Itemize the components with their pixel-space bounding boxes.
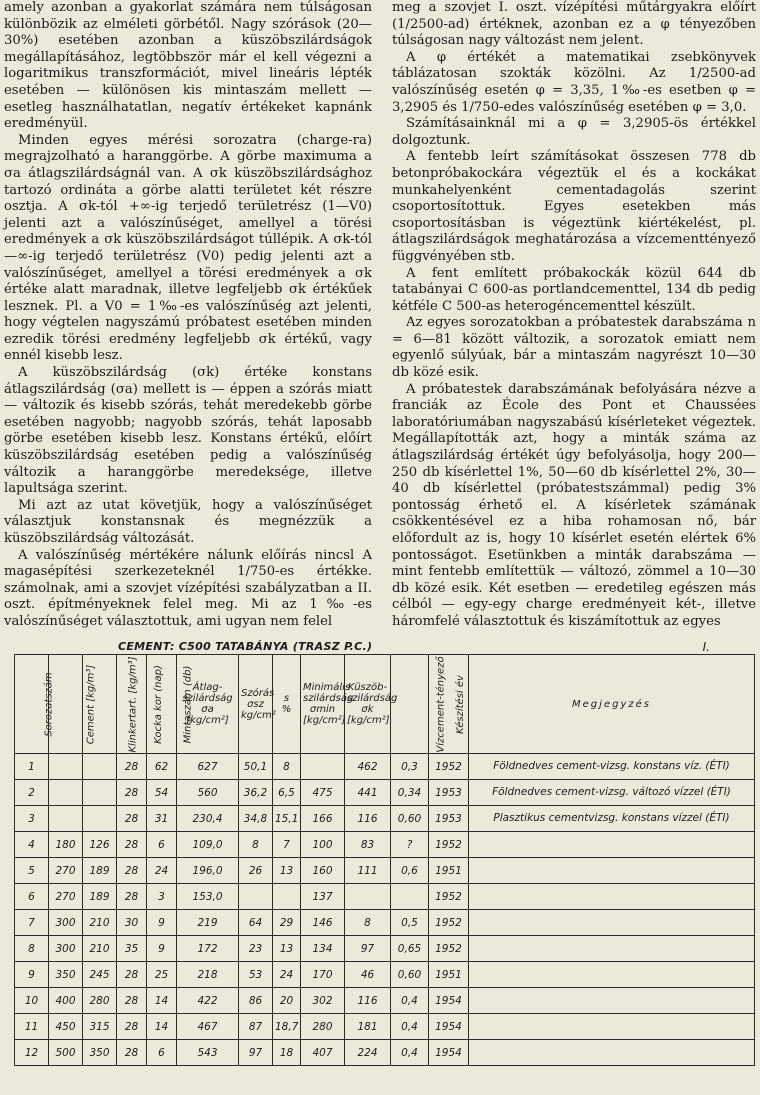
cell-min: 100 [301,832,345,858]
cell-cement [49,806,83,832]
cell-mintaszam: 54 [147,780,177,806]
cell-mintaszam: 31 [147,806,177,832]
cell-megjegyzes [469,962,755,988]
cell-ev: 1952 [429,884,469,910]
paragraph: Mi azt az utat követjük, hogy a valószínűséget választjuk konstansnak és megnézzük a küszöbszilárdság változását. [4,497,372,546]
cell-mintaszam: 14 [147,988,177,1014]
cell-megjegyzes [469,1040,755,1066]
cell-mintaszam: 9 [147,910,177,936]
cell-sorozat: 11 [15,1014,49,1040]
cell-vizcement [391,884,429,910]
table-row [15,936,755,962]
cell-mintaszam: 62 [147,754,177,780]
cell-kuszob: 83 [345,832,391,858]
cell-vizcement: 0,60 [391,962,429,988]
data-table [14,654,755,1066]
header-szoras-s: s % [273,655,301,754]
cell-atlag: 219 [177,910,239,936]
cell-szoras-sz: 86 [239,988,273,1014]
cell-kuszob: 181 [345,1014,391,1040]
cell-min: 302 [301,988,345,1014]
cell-kor: 30 [117,910,147,936]
cell-megjegyzes [469,884,755,910]
cell-klinker: 189 [83,858,117,884]
cell-cement: 300 [49,936,83,962]
cell-vizcement: 0,4 [391,988,429,1014]
cell-ev: 1952 [429,936,469,962]
cell-kuszob: 8 [345,910,391,936]
cell-klinker: 210 [83,910,117,936]
cell-min: 170 [301,962,345,988]
cell-klinker: 189 [83,884,117,910]
table-header-row [15,655,755,754]
cell-kuszob [345,884,391,910]
cell-sorozat: 10 [15,988,49,1014]
cell-megjegyzes: Földnedves cement-vizsg. konstans víz. (ÉTI) [469,754,755,780]
cell-klinker: 210 [83,936,117,962]
cell-klinker [83,806,117,832]
cell-cement [49,754,83,780]
cell-vizcement: 0,6 [391,858,429,884]
paragraph: meg a szovjet I. oszt. vízépítési műtárgyakra előírt (1/2500-ad) értéknek, azonban ez a φ tényezőben túlságosan nagy változást nem jelent. [392,0,756,49]
table-row [15,962,755,988]
cell-sorozat: 5 [15,858,49,884]
cell-megjegyzes [469,858,755,884]
cell-mintaszam: 6 [147,832,177,858]
header-sorozat: Sorozatszám [15,655,49,754]
cell-kor: 28 [117,780,147,806]
cell-ev: 1952 [429,754,469,780]
cell-ev: 1951 [429,858,469,884]
cell-ev: 1952 [429,910,469,936]
cell-kuszob: 46 [345,962,391,988]
cell-klinker: 315 [83,1014,117,1040]
cell-szoras-sz: 36,2 [239,780,273,806]
cell-ev: 1953 [429,806,469,832]
table-row [15,754,755,780]
cell-szoras-sz: 50,1 [239,754,273,780]
header-vizcement: Vízcement-tényező [391,655,429,754]
cell-cement: 270 [49,884,83,910]
cell-mintaszam: 14 [147,1014,177,1040]
cell-szoras-sz: 34,8 [239,806,273,832]
cell-szoras-s: 24 [273,962,301,988]
cell-szoras-s: 7 [273,832,301,858]
paragraph: A próbatestek darabszámának befolyására nézve a franciák az École des Pont et Chaussées laboratóriumában nagyszabású kísérleteket végeztek. Megállapították azt, hogy a minták száma az átlagszilárdság értékét úgy befolyásolja, hogy 200—250 db kísérlettel 1%, 50—60 db kísérlettel 2%, 30—40 db kísérlettel (próbatestszámmal) pedig 3% pontosság érhető el. A kísérletek számának csökkentésével ez a hiba rohamosan nő, bár előfordult az is, hogy 10 kísérlet esetén elértek 6% pontosságot. Esetünkben a minták darabszáma — mint fentebb említettük — változó, zömmel a 10—30 db közé esik. Két esetben — eredetileg egészen más célból — egy-egy charge eredményeit két-, illetve háromfelé választottuk és kiszámítottuk az egyes [392,381,756,629]
cell-kuszob: 111 [345,858,391,884]
cell-atlag: 218 [177,962,239,988]
cell-kor: 28 [117,832,147,858]
cell-min: 137 [301,884,345,910]
paragraph: amely azonban a gyakorlat számára nem túlságosan különbözik az elméleti görbétől. Nagy szórások (20—30%) esetében azonban a küszöbszilárdságok megállapításához, legtöbbször már el kell végezni a logaritmikus transzformációt, mivel lineáris lépték esetében — különösen kis mintaszám mellett — esetleg használhatatlan, negatív értékeket kapnánk eredményül. [4,0,372,132]
cell-atlag: 230,4 [177,806,239,832]
cell-megjegyzes [469,910,755,936]
cell-cement: 300 [49,910,83,936]
cell-szoras-sz: 26 [239,858,273,884]
table-row [15,806,755,832]
table-row [15,1040,755,1066]
cell-vizcement: 0,34 [391,780,429,806]
cell-kor: 28 [117,884,147,910]
cell-mintaszam: 6 [147,1040,177,1066]
cell-min: 475 [301,780,345,806]
cell-kor: 28 [117,754,147,780]
cell-klinker [83,780,117,806]
cell-megjegyzes [469,988,755,1014]
cell-megjegyzes: Földnedves cement-vizsg. változó vízzel (ÉTI) [469,780,755,806]
cell-klinker: 126 [83,832,117,858]
cell-megjegyzes: Plasztikus cementvizsg. konstans vízzel (ÉTI) [469,806,755,832]
cell-klinker [83,754,117,780]
header-ev: Készítési év [429,655,469,754]
header-megjegyzes: Megjegyzés [469,655,755,754]
cell-sorozat: 1 [15,754,49,780]
cell-atlag: 196,0 [177,858,239,884]
cell-ev: 1952 [429,832,469,858]
paragraph: Minden egyes mérési sorozatra (charge-ra) megrajzolható a haranggörbe. A görbe maximuma a σa átlagszilárdságnál van. A σk küszöbszilárdsághoz tartozó ordináta a görbe alatti területet két részre osztja. A σk-tól +∞-ig terjedő területrész (1—V0) jelenti azt a valószínűséget, amellyel a törési eredmények a σk küszöbszilárdságot túllépik. A σk-tól—∞-ig terjedő területrész (V0) pedig jelenti azt a valószínűséget, amellyel a törési eredmények a σk értéke alatt maradnak, illetve legfeljebb σk értékűek lesznek. Pl. a V0 = 1‰-es valószínűség azt jelenti, hogy végtelen nagyszámú próbatest esetében minden ezredik törési eredmény legfeljebb σk értékű, vagy ennél kisebb lesz. [4,132,372,364]
cell-sorozat: 4 [15,832,49,858]
cell-megjegyzes [469,1014,755,1040]
paragraph: A fentebb leírt számításokat összesen 778 db betonpróbakockára végeztük el és a kockákat munkahelyenként cementadagolás szerint csoportosítottuk. Egyes esetekben más csoportosításban is végeztünk kiértékelést, pl. átlagszilárdságok meghatározása a vízcementtényező függvényében stb. [392,149,756,264]
cell-cement [49,780,83,806]
cell-ev: 1951 [429,962,469,988]
table-row [15,988,755,1014]
cell-kor: 28 [117,806,147,832]
cell-ev: 1953 [429,780,469,806]
cell-ev: 1954 [429,1040,469,1066]
cell-atlag: 422 [177,988,239,1014]
cell-kor: 28 [117,1014,147,1040]
cell-vizcement: 0,60 [391,806,429,832]
header-cement: Cement [kg/m³] [49,655,83,754]
cell-kuszob: 462 [345,754,391,780]
paragraph: A φ értékét a matematikai zsebkönyvek táblázatosan szokták közölni. Az 1/2500-ad valószínűség esetén φ = 3,35, 1‰-es esetben φ = 3,2905 és 1/750-edes valószínűség esetében φ = 3,0. [392,49,756,115]
paragraph: Az egyes sorozatokban a próbatestek darabszáma n = 6—81 között változik, a sorozatok emiatt nem egyenlő súlyúak, bár a mintaszám nagyrészt 10—30 db közé esik. [392,315,756,381]
cell-min: 280 [301,1014,345,1040]
cell-szoras-s: 18,7 [273,1014,301,1040]
paragraph: A valószínűség mértékére nálunk előírás nincsl A magasépítési szerkezeteknél 1/750-es értékke. számolnak, ami a szovjet vízépítési szabályzatban a II. oszt. építményeknek felel meg. Mi az 1‰-es valószínűséget választottuk, ami ugyan nem felel [4,547,372,629]
header-mintaszam: Mintaszám (db) [147,655,177,754]
cell-mintaszam: 25 [147,962,177,988]
cell-szoras-s: 15,1 [273,806,301,832]
paragraph: Számításainknál mi a φ = 3,2905-ös értékkel dolgoztunk. [392,116,756,148]
cell-sorozat: 7 [15,910,49,936]
cell-kor: 28 [117,988,147,1014]
cell-kuszob: 116 [345,988,391,1014]
cell-szoras-s: 6,5 [273,780,301,806]
cell-mintaszam: 9 [147,936,177,962]
cell-kuszob: 97 [345,936,391,962]
cell-mintaszam: 24 [147,858,177,884]
header-klinker: Klinkertart. [kg/m³] [83,655,117,754]
cell-szoras-s [273,884,301,910]
cell-min: 134 [301,936,345,962]
cell-sorozat: 6 [15,884,49,910]
cell-atlag: 172 [177,936,239,962]
table-number: I. [702,640,710,654]
cell-cement: 350 [49,962,83,988]
cell-min: 160 [301,858,345,884]
cell-sorozat: 8 [15,936,49,962]
cell-kor: 28 [117,858,147,884]
cell-szoras-s: 29 [273,910,301,936]
cell-szoras-s: 20 [273,988,301,1014]
text-column-left [4,0,372,631]
cell-kor: 28 [117,962,147,988]
cell-szoras-sz: 97 [239,1040,273,1066]
header-atlag: Átlag-szilárdság σa [kg/cm²] [177,655,239,754]
cell-szoras-s: 13 [273,858,301,884]
cell-kuszob: 224 [345,1040,391,1066]
cell-vizcement: 0,5 [391,910,429,936]
cell-atlag: 543 [177,1040,239,1066]
cell-klinker: 280 [83,988,117,1014]
cell-cement: 500 [49,1040,83,1066]
cell-sorozat: 3 [15,806,49,832]
cell-kor: 28 [117,1040,147,1066]
cell-atlag: 109,0 [177,832,239,858]
cell-min: 146 [301,910,345,936]
cell-szoras-sz [239,884,273,910]
cell-megjegyzes [469,936,755,962]
cell-sorozat: 2 [15,780,49,806]
header-kor: Kocka kor (nap) [117,655,147,754]
cell-cement: 450 [49,1014,83,1040]
header-min: Minimális szilárdság σmin [kg/cm²] [301,655,345,754]
table-body [15,754,755,1066]
cell-min: 407 [301,1040,345,1066]
cell-atlag: 627 [177,754,239,780]
cell-vizcement: 0,3 [391,754,429,780]
header-szoras-sz: Szórás σsz kg/cm² [239,655,273,754]
cell-vizcement: 0,4 [391,1040,429,1066]
table-row [15,910,755,936]
cell-mintaszam: 3 [147,884,177,910]
cell-szoras-sz: 8 [239,832,273,858]
cell-klinker: 350 [83,1040,117,1066]
cell-szoras-sz: 87 [239,1014,273,1040]
cell-vizcement: ? [391,832,429,858]
cell-cement: 180 [49,832,83,858]
paragraph: A küszöbszilárdság (σk) értéke konstans átlagszilárdság (σa) mellett is — éppen a szórás miatt — változik és kisebb szórás, tehát meredekebb görbe esetében nagyobb; nagyobb szórás, tehát laposabb görbe esetében kisebb lesz. Konstans értékű, előírt küszöbszilárdság esetében pedig a valószínűség változik a haranggörbe meredeksége, illetve lapultsága szerint. [4,365,372,497]
cell-min [301,754,345,780]
cell-ev: 1954 [429,1014,469,1040]
paragraph: A fent említett próbakockák közül 644 db tatabányai C 600-as portlandcementtel, 134 db pedig kétféle C 500-as heterogéncementtel készült. [392,265,756,314]
cell-sorozat: 9 [15,962,49,988]
cell-vizcement: 0,4 [391,1014,429,1040]
cell-kuszob: 116 [345,806,391,832]
cell-szoras-s: 13 [273,936,301,962]
table-row [15,884,755,910]
cell-kuszob: 441 [345,780,391,806]
cell-szoras-s: 18 [273,1040,301,1066]
cell-vizcement: 0,65 [391,936,429,962]
cell-szoras-sz: 23 [239,936,273,962]
cell-cement: 270 [49,858,83,884]
cell-min: 166 [301,806,345,832]
data-table-section [14,640,756,1092]
cell-klinker: 245 [83,962,117,988]
cell-szoras-s: 8 [273,754,301,780]
cell-cement: 400 [49,988,83,1014]
cell-megjegyzes [469,832,755,858]
text-column-right [392,0,756,631]
cell-sorozat: 12 [15,1040,49,1066]
cell-atlag: 467 [177,1014,239,1040]
cell-szoras-sz: 53 [239,962,273,988]
header-kuszob: Küszöb-szilárdság σk [kg/cm²] [345,655,391,754]
table-row [15,1014,755,1040]
cell-ev: 1954 [429,988,469,1014]
table-caption: CEMENT: C500 TATABÁNYA (TRASZ P.C.) [118,640,373,653]
cell-szoras-sz: 64 [239,910,273,936]
table-row [15,780,755,806]
cell-atlag: 560 [177,780,239,806]
table-row [15,858,755,884]
cell-kor: 35 [117,936,147,962]
cell-atlag: 153,0 [177,884,239,910]
table-row [15,832,755,858]
